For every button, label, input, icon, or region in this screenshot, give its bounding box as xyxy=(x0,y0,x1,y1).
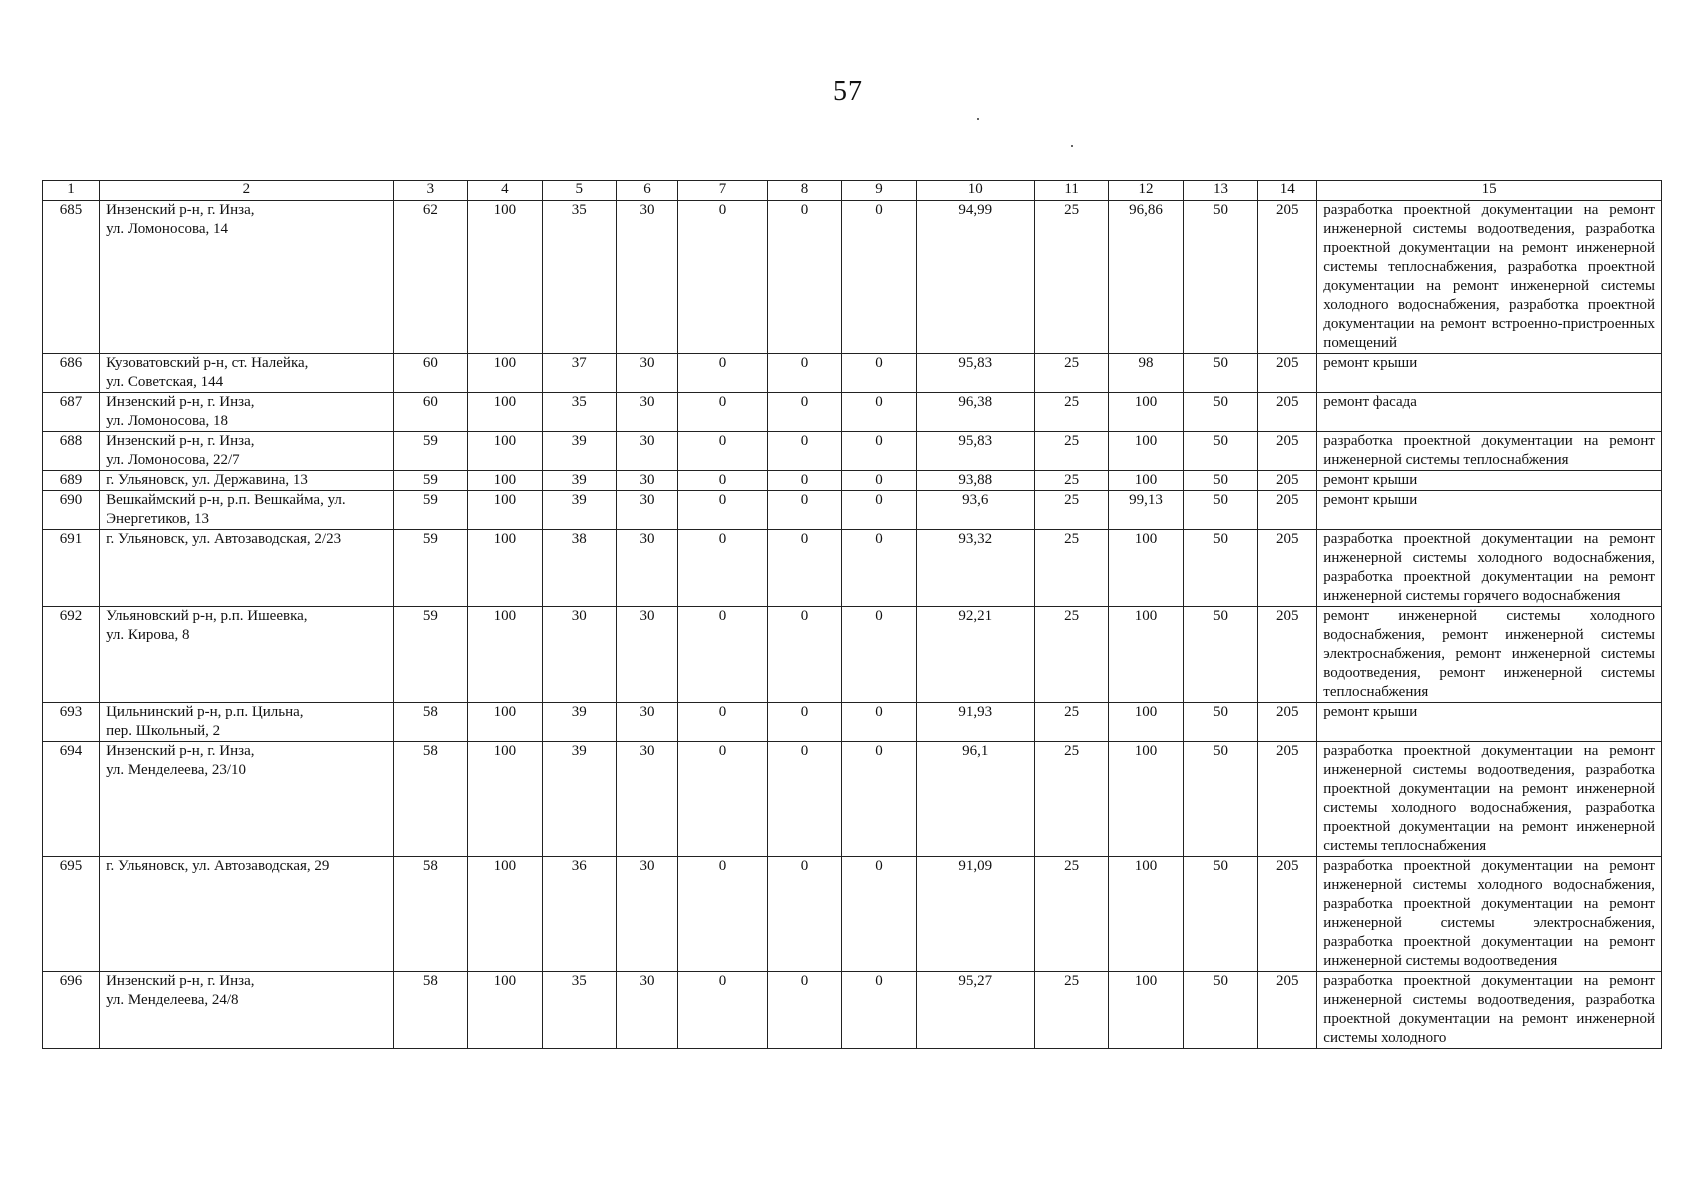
col-4-value: 100 xyxy=(468,432,542,471)
col-9-value: 0 xyxy=(842,857,916,972)
row-number: 689 xyxy=(43,471,100,491)
col-8-value: 0 xyxy=(767,703,841,742)
table-row xyxy=(43,703,1662,742)
col-13-value: 50 xyxy=(1183,742,1257,857)
col-10-value: 93,6 xyxy=(916,491,1034,530)
work-description: разработка проектной документации на ремонт инженерной системы холодного водоснабжения, разработка проектной документации на ремонт инженерной системы горячего водоснабжения xyxy=(1317,530,1662,607)
col-3-value: 59 xyxy=(393,530,467,607)
col-10-value: 94,99 xyxy=(916,201,1034,354)
col-7-value: 0 xyxy=(678,703,768,742)
col-9-value: 0 xyxy=(842,530,916,607)
col-13-value: 50 xyxy=(1183,354,1257,393)
col-9-value: 0 xyxy=(842,491,916,530)
col-6-value: 30 xyxy=(616,703,677,742)
column-header: 15 xyxy=(1317,181,1662,201)
col-7-value: 0 xyxy=(678,471,768,491)
col-13-value: 50 xyxy=(1183,857,1257,972)
address: Ульяновский р-н, р.п. Ишеевка, ул. Кирова, 8 xyxy=(100,607,394,703)
row-number: 691 xyxy=(43,530,100,607)
address: Инзенский р-н, г. Инза, ул. Менделеева, 24/8 xyxy=(100,972,394,1049)
work-description: разработка проектной документации на ремонт инженерной системы водоотведения, разработка проектной документации на ремонт инженерной системы холодного xyxy=(1317,972,1662,1049)
col-5-value: 35 xyxy=(542,393,616,432)
col-11-value: 25 xyxy=(1034,201,1108,354)
col-5-value: 39 xyxy=(542,432,616,471)
col-11-value: 25 xyxy=(1034,530,1108,607)
col-12-value: 100 xyxy=(1109,607,1183,703)
row-number: 693 xyxy=(43,703,100,742)
col-4-value: 100 xyxy=(468,857,542,972)
col-5-value: 38 xyxy=(542,530,616,607)
col-10-value: 95,83 xyxy=(916,432,1034,471)
col-11-value: 25 xyxy=(1034,432,1108,471)
col-12-value: 98 xyxy=(1109,354,1183,393)
col-4-value: 100 xyxy=(468,471,542,491)
col-9-value: 0 xyxy=(842,742,916,857)
col-10-value: 95,83 xyxy=(916,354,1034,393)
col-14-value: 205 xyxy=(1258,432,1317,471)
col-10-value: 93,88 xyxy=(916,471,1034,491)
col-7-value: 0 xyxy=(678,742,768,857)
col-7-value: 0 xyxy=(678,972,768,1049)
table-row xyxy=(43,607,1662,703)
work-description: разработка проектной документации на ремонт инженерной системы водоотведения, разработка проектной документации на ремонт инженерной системы холодного водоснабжения, разработка проектной документации на ремонт инженерной системы теплоснабжения xyxy=(1317,742,1662,857)
col-8-value: 0 xyxy=(767,857,841,972)
col-12-value: 99,13 xyxy=(1109,491,1183,530)
row-number: 688 xyxy=(43,432,100,471)
col-12-value: 96,86 xyxy=(1109,201,1183,354)
address: Кузоватовский р-н, ст. Налейка, ул. Советская, 144 xyxy=(100,354,394,393)
col-12-value: 100 xyxy=(1109,742,1183,857)
col-3-value: 60 xyxy=(393,393,467,432)
col-5-value: 39 xyxy=(542,491,616,530)
work-description: ремонт крыши xyxy=(1317,491,1662,530)
address: г. Ульяновск, ул. Автозаводская, 2/23 xyxy=(100,530,394,607)
work-description: разработка проектной документации на ремонт инженерной системы водоотведения, разработка проектной документации на ремонт инженерной системы теплоснабжения, разработка проектной документации на ремонт инженерной системы холодного водоснабжения, разработка проектной документации на ремонт встроенно-пристроенных помещений xyxy=(1317,201,1662,354)
work-description: ремонт фасада xyxy=(1317,393,1662,432)
col-5-value: 35 xyxy=(542,201,616,354)
col-3-value: 59 xyxy=(393,491,467,530)
col-5-value: 39 xyxy=(542,471,616,491)
col-3-value: 62 xyxy=(393,201,467,354)
col-11-value: 25 xyxy=(1034,742,1108,857)
col-14-value: 205 xyxy=(1258,491,1317,530)
col-6-value: 30 xyxy=(616,354,677,393)
col-6-value: 30 xyxy=(616,607,677,703)
scan-speck xyxy=(977,118,979,120)
col-4-value: 100 xyxy=(468,703,542,742)
col-7-value: 0 xyxy=(678,393,768,432)
col-13-value: 50 xyxy=(1183,393,1257,432)
col-8-value: 0 xyxy=(767,530,841,607)
col-13-value: 50 xyxy=(1183,432,1257,471)
col-11-value: 25 xyxy=(1034,607,1108,703)
col-6-value: 30 xyxy=(616,742,677,857)
col-14-value: 205 xyxy=(1258,857,1317,972)
col-3-value: 60 xyxy=(393,354,467,393)
work-description: ремонт инженерной системы холодного водоснабжения, ремонт инженерной системы электроснабжения, ремонт инженерной системы водоотведения, ремонт инженерной системы теплоснабжения xyxy=(1317,607,1662,703)
address: г. Ульяновск, ул. Автозаводская, 29 xyxy=(100,857,394,972)
address: Инзенский р-н, г. Инза, ул. Ломоносова, 14 xyxy=(100,201,394,354)
col-4-value: 100 xyxy=(468,742,542,857)
column-header: 5 xyxy=(542,181,616,201)
address: Цильнинский р-н, р.п. Цильна, пер. Школьный, 2 xyxy=(100,703,394,742)
scan-speck xyxy=(1071,145,1073,147)
col-6-value: 30 xyxy=(616,432,677,471)
col-8-value: 0 xyxy=(767,201,841,354)
table-row xyxy=(43,471,1662,491)
col-7-value: 0 xyxy=(678,432,768,471)
col-13-value: 50 xyxy=(1183,703,1257,742)
col-14-value: 205 xyxy=(1258,201,1317,354)
col-10-value: 92,21 xyxy=(916,607,1034,703)
column-header: 1 xyxy=(43,181,100,201)
column-header: 8 xyxy=(767,181,841,201)
address: Инзенский р-н, г. Инза, ул. Ломоносова, 18 xyxy=(100,393,394,432)
col-11-value: 25 xyxy=(1034,491,1108,530)
col-4-value: 100 xyxy=(468,607,542,703)
col-11-value: 25 xyxy=(1034,972,1108,1049)
col-9-value: 0 xyxy=(842,703,916,742)
col-10-value: 95,27 xyxy=(916,972,1034,1049)
row-number: 686 xyxy=(43,354,100,393)
table-row xyxy=(43,491,1662,530)
column-number-row xyxy=(43,181,1662,201)
col-3-value: 58 xyxy=(393,742,467,857)
column-header: 2 xyxy=(100,181,394,201)
col-3-value: 59 xyxy=(393,432,467,471)
col-6-value: 30 xyxy=(616,491,677,530)
col-14-value: 205 xyxy=(1258,393,1317,432)
col-9-value: 0 xyxy=(842,354,916,393)
work-description: разработка проектной документации на ремонт инженерной системы холодного водоснабжения, разработка проектной документации на ремонт инженерной системы электроснабжения, разработка проектной документации на ремонт инженерной системы водоотведения xyxy=(1317,857,1662,972)
col-4-value: 100 xyxy=(468,354,542,393)
column-header: 11 xyxy=(1034,181,1108,201)
column-header: 3 xyxy=(393,181,467,201)
col-8-value: 0 xyxy=(767,607,841,703)
column-header: 4 xyxy=(468,181,542,201)
column-header: 9 xyxy=(842,181,916,201)
address: Вешкаймский р-н, р.п. Вешкайма, ул. Энергетиков, 13 xyxy=(100,491,394,530)
col-9-value: 0 xyxy=(842,607,916,703)
column-header: 10 xyxy=(916,181,1034,201)
col-3-value: 58 xyxy=(393,972,467,1049)
row-number: 690 xyxy=(43,491,100,530)
col-9-value: 0 xyxy=(842,972,916,1049)
column-header: 14 xyxy=(1258,181,1317,201)
work-description: ремонт крыши xyxy=(1317,703,1662,742)
col-3-value: 58 xyxy=(393,703,467,742)
col-5-value: 30 xyxy=(542,607,616,703)
col-5-value: 39 xyxy=(542,742,616,857)
work-description: разработка проектной документации на ремонт инженерной системы теплоснабжения xyxy=(1317,432,1662,471)
col-5-value: 37 xyxy=(542,354,616,393)
col-11-value: 25 xyxy=(1034,354,1108,393)
col-7-value: 0 xyxy=(678,857,768,972)
row-number: 696 xyxy=(43,972,100,1049)
col-5-value: 35 xyxy=(542,972,616,1049)
table-row xyxy=(43,354,1662,393)
col-10-value: 91,93 xyxy=(916,703,1034,742)
row-number: 687 xyxy=(43,393,100,432)
address: Инзенский р-н, г. Инза, ул. Ломоносова, 22/7 xyxy=(100,432,394,471)
col-10-value: 93,32 xyxy=(916,530,1034,607)
col-11-value: 25 xyxy=(1034,471,1108,491)
col-6-value: 30 xyxy=(616,530,677,607)
col-8-value: 0 xyxy=(767,742,841,857)
col-3-value: 59 xyxy=(393,471,467,491)
col-6-value: 30 xyxy=(616,393,677,432)
col-3-value: 59 xyxy=(393,607,467,703)
col-8-value: 0 xyxy=(767,491,841,530)
table-row xyxy=(43,201,1662,354)
col-7-value: 0 xyxy=(678,530,768,607)
col-14-value: 205 xyxy=(1258,742,1317,857)
column-header: 13 xyxy=(1183,181,1257,201)
col-6-value: 30 xyxy=(616,857,677,972)
row-number: 694 xyxy=(43,742,100,857)
col-3-value: 58 xyxy=(393,857,467,972)
col-10-value: 96,38 xyxy=(916,393,1034,432)
page-number: 57 xyxy=(833,76,863,107)
row-number: 692 xyxy=(43,607,100,703)
col-11-value: 25 xyxy=(1034,857,1108,972)
column-header: 12 xyxy=(1109,181,1183,201)
work-description: ремонт крыши xyxy=(1317,471,1662,491)
col-9-value: 0 xyxy=(842,471,916,491)
col-13-value: 50 xyxy=(1183,530,1257,607)
col-6-value: 30 xyxy=(616,471,677,491)
col-5-value: 39 xyxy=(542,703,616,742)
col-12-value: 100 xyxy=(1109,393,1183,432)
col-7-value: 0 xyxy=(678,607,768,703)
col-13-value: 50 xyxy=(1183,607,1257,703)
column-header: 7 xyxy=(678,181,768,201)
col-9-value: 0 xyxy=(842,393,916,432)
col-6-value: 30 xyxy=(616,201,677,354)
col-4-value: 100 xyxy=(468,201,542,354)
col-4-value: 100 xyxy=(468,530,542,607)
col-9-value: 0 xyxy=(842,201,916,354)
address: г. Ульяновск, ул. Державина, 13 xyxy=(100,471,394,491)
address: Инзенский р-н, г. Инза, ул. Менделеева, 23/10 xyxy=(100,742,394,857)
col-14-value: 205 xyxy=(1258,530,1317,607)
row-number: 695 xyxy=(43,857,100,972)
col-13-value: 50 xyxy=(1183,972,1257,1049)
col-4-value: 100 xyxy=(468,972,542,1049)
col-8-value: 0 xyxy=(767,354,841,393)
col-12-value: 100 xyxy=(1109,857,1183,972)
col-14-value: 205 xyxy=(1258,703,1317,742)
col-13-value: 50 xyxy=(1183,201,1257,354)
table-row xyxy=(43,742,1662,857)
col-11-value: 25 xyxy=(1034,393,1108,432)
col-14-value: 205 xyxy=(1258,354,1317,393)
col-7-value: 0 xyxy=(678,491,768,530)
col-14-value: 205 xyxy=(1258,471,1317,491)
col-10-value: 91,09 xyxy=(916,857,1034,972)
col-7-value: 0 xyxy=(678,354,768,393)
col-8-value: 0 xyxy=(767,393,841,432)
col-8-value: 0 xyxy=(767,471,841,491)
col-8-value: 0 xyxy=(767,432,841,471)
table-row xyxy=(43,530,1662,607)
col-12-value: 100 xyxy=(1109,530,1183,607)
col-7-value: 0 xyxy=(678,201,768,354)
col-5-value: 36 xyxy=(542,857,616,972)
table-row xyxy=(43,393,1662,432)
col-14-value: 205 xyxy=(1258,972,1317,1049)
col-12-value: 100 xyxy=(1109,972,1183,1049)
col-8-value: 0 xyxy=(767,972,841,1049)
col-14-value: 205 xyxy=(1258,607,1317,703)
table-row xyxy=(43,972,1662,1049)
col-10-value: 96,1 xyxy=(916,742,1034,857)
col-12-value: 100 xyxy=(1109,703,1183,742)
col-13-value: 50 xyxy=(1183,471,1257,491)
table-row xyxy=(43,432,1662,471)
column-header: 6 xyxy=(616,181,677,201)
col-11-value: 25 xyxy=(1034,703,1108,742)
col-9-value: 0 xyxy=(842,432,916,471)
col-4-value: 100 xyxy=(468,393,542,432)
col-4-value: 100 xyxy=(468,491,542,530)
col-12-value: 100 xyxy=(1109,432,1183,471)
register-table xyxy=(42,180,1662,1049)
row-number: 685 xyxy=(43,201,100,354)
work-description: ремонт крыши xyxy=(1317,354,1662,393)
table-row xyxy=(43,857,1662,972)
col-12-value: 100 xyxy=(1109,471,1183,491)
col-13-value: 50 xyxy=(1183,491,1257,530)
col-6-value: 30 xyxy=(616,972,677,1049)
